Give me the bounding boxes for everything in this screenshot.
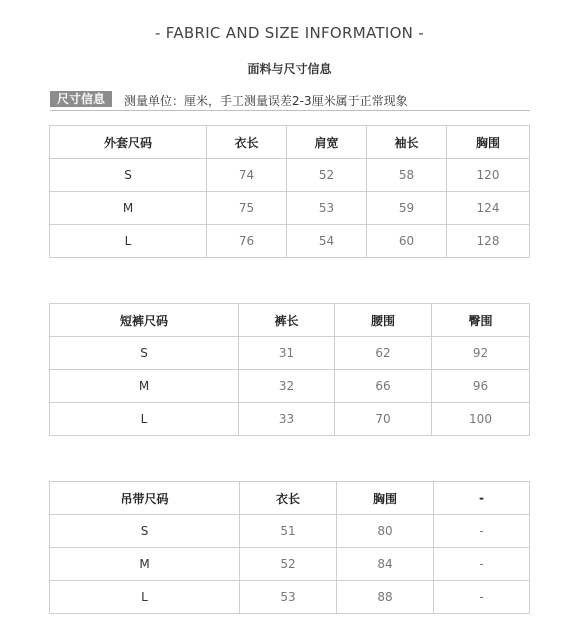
table-header-row [50,304,530,337]
table-cell: 100 [432,403,530,436]
table-header-cell: - [434,482,530,515]
page-title: - FABRIC AND SIZE INFORMATION - [155,24,424,42]
table-cell: L [50,403,239,436]
table-cell: 124 [447,192,530,225]
table-cell: L [50,225,207,258]
table-cell: 51 [240,515,337,548]
table-cell: 33 [239,403,335,436]
table-cell: - [434,581,530,614]
table-header-cell: 腰围 [335,304,432,337]
table-cell: 53 [240,581,337,614]
table-row [50,192,530,225]
table-cell: 54 [287,225,367,258]
table-header-row [50,482,530,515]
table-row [50,581,530,614]
table-cell: S [50,159,207,192]
table-cell: 32 [239,370,335,403]
table-cell: 52 [240,548,337,581]
table-cell: M [50,370,239,403]
table-header-cell: 衣长 [207,126,287,159]
table-row [50,370,530,403]
size-info-bar [50,91,530,113]
table-cell: 128 [447,225,530,258]
table-row [50,337,530,370]
table-header-cell: 肩宽 [287,126,367,159]
table-cell: 96 [432,370,530,403]
table-cell: 76 [207,225,287,258]
table-cell: - [434,515,530,548]
table-cell: 70 [335,403,432,436]
table-cell: 52 [287,159,367,192]
table-header-cell: 外套尺码 [50,126,207,159]
table-header-row [50,126,530,159]
table-cell: 53 [287,192,367,225]
table-cell: M [50,192,207,225]
table-cell: S [50,515,240,548]
table-cell: 88 [337,581,434,614]
table-row [50,403,530,436]
table-row [50,548,530,581]
table-cell: 120 [447,159,530,192]
size-info-tag: 尺寸信息 [50,91,112,107]
table-cell: L [50,581,240,614]
table-header-cell: 短裤尺码 [50,304,239,337]
jacket-size-table [49,125,530,258]
table-cell: 66 [335,370,432,403]
table-cell: M [50,548,240,581]
camisole-size-table [49,481,530,614]
divider [50,110,530,111]
table-cell: 62 [335,337,432,370]
table-cell: 75 [207,192,287,225]
table-cell: 92 [432,337,530,370]
table-cell: 58 [367,159,447,192]
table-cell: 31 [239,337,335,370]
table-header-cell: 胸围 [447,126,530,159]
table-header-cell: 胸围 [337,482,434,515]
table-cell: 84 [337,548,434,581]
page-subtitle: 面料与尺寸信息 [247,62,332,76]
table-header-cell: 臀围 [432,304,530,337]
table-cell: 74 [207,159,287,192]
table-row [50,515,530,548]
table-header-cell: 吊带尺码 [50,482,240,515]
table-header-cell: 衣长 [240,482,337,515]
table-cell: 59 [367,192,447,225]
table-cell: 80 [337,515,434,548]
table-row [50,225,530,258]
table-header-cell: 袖长 [367,126,447,159]
table-cell: S [50,337,239,370]
shorts-size-table [49,303,530,436]
table-cell: 60 [367,225,447,258]
measurement-note: 测量单位：厘米，手工测量误差2-3厘米属于正常现象 [124,94,408,108]
table-cell: - [434,548,530,581]
table-row [50,159,530,192]
table-header-cell: 裤长 [239,304,335,337]
